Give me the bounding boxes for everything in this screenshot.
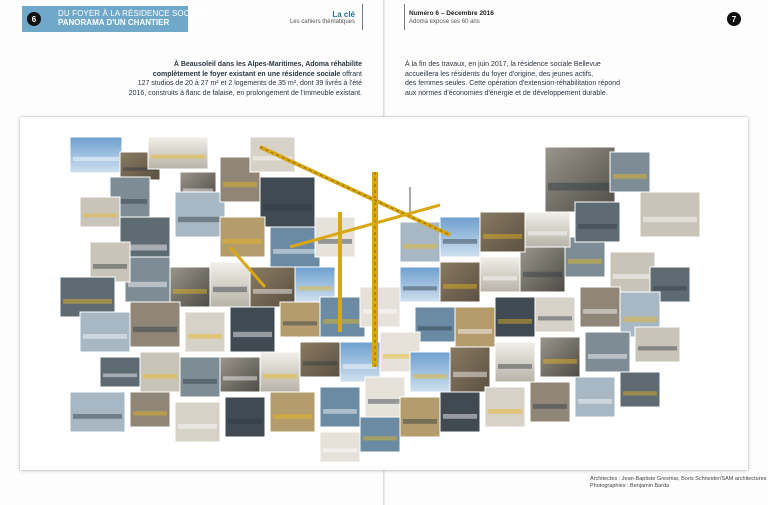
collage-photo-detail — [653, 286, 687, 290]
collage-photo-detail — [318, 239, 352, 244]
collage-photo-detail — [543, 359, 577, 364]
section-title: La clé — [332, 10, 355, 19]
collage-photo-tile — [170, 267, 210, 307]
photo-credits — [590, 476, 766, 490]
collage-photo-tile — [520, 247, 565, 292]
collage-photo-detail — [578, 224, 617, 229]
collage-photo-tile — [575, 202, 620, 242]
collage-photo-tile — [300, 342, 340, 377]
collage-photo-detail — [133, 327, 177, 332]
collage-photo-tile — [495, 342, 535, 382]
collage-photo-tile — [440, 262, 480, 302]
collage-photo-tile — [260, 352, 300, 392]
header-divider-right — [404, 4, 405, 30]
collage-photo-tile — [360, 417, 400, 452]
collage-photo-detail — [623, 317, 657, 322]
collage-photo-tile — [525, 212, 570, 247]
issue-number: Numéro 6 – Décembre 2016 — [409, 10, 494, 17]
collage-photo-detail — [588, 354, 627, 359]
collage-photo-detail — [453, 372, 487, 377]
collage-photo-detail — [83, 334, 127, 339]
collage-photo-tile — [70, 137, 122, 173]
photo-collage — [20, 117, 748, 470]
collage-photo-tile — [585, 332, 630, 372]
collage-photo-tile — [495, 297, 535, 337]
collage-photo-tile — [140, 352, 180, 392]
collage-photo-detail — [458, 329, 492, 334]
collage-photo-detail — [151, 155, 205, 159]
collage-photo-tile — [180, 357, 220, 397]
intro-line-4: 2016, construits à flanc de falaise, en prolongement de l'immeuble existant. — [128, 89, 362, 97]
collage-photo-detail — [323, 449, 357, 453]
collage-photo-tile — [280, 302, 320, 337]
collage-photo-tile — [610, 252, 655, 292]
collage-photo-detail — [83, 214, 117, 218]
collage-photo-tile — [220, 357, 260, 392]
collage-photo-tile — [480, 212, 525, 252]
tag-line-2: PANORAMA D'UN CHANTIER — [58, 18, 170, 27]
collage-photo-tile — [535, 297, 575, 332]
collage-photo-tile — [148, 137, 208, 169]
collage-photo-tile — [220, 217, 265, 257]
collage-photo-detail — [638, 346, 677, 350]
collage-photo-detail — [523, 272, 562, 277]
section-subtitle: Les cahiers thématiques — [289, 19, 355, 25]
collage-photo-detail — [363, 309, 397, 314]
header-divider-left — [362, 4, 363, 30]
collage-photo-detail — [403, 286, 437, 290]
collage-photo-detail — [223, 376, 257, 380]
collage-photo-detail — [443, 284, 477, 289]
collage-photo-detail — [363, 436, 397, 440]
intro-paragraph-left — [112, 60, 362, 98]
collage-photo-tile — [320, 387, 360, 427]
tag-line-1: DU FOYER À LA RÉSIDENCE SOCIALE — [58, 9, 208, 18]
collage-photo-tile — [620, 372, 660, 407]
collage-photo-tile — [130, 302, 180, 347]
collage-photo-tile — [635, 327, 680, 362]
issue-subtitle: Adoma expose ses 60 ans — [409, 19, 480, 25]
collage-photo-detail — [183, 379, 217, 384]
collage-photo-tile — [410, 352, 450, 392]
collage-photo-detail — [263, 205, 312, 211]
collage-photo-detail — [613, 274, 652, 279]
collage-photo-detail — [298, 286, 332, 290]
collage-photo-detail — [223, 239, 262, 244]
collage-photo-detail — [253, 289, 292, 294]
collage-photo-tile — [60, 277, 115, 317]
collage-photo-detail — [323, 409, 357, 414]
collage-photo-detail — [578, 399, 612, 404]
collage-photo-tile — [360, 287, 400, 327]
intro-line-3: 127 studios de 20 à 27 m² et 2 logements de 35 m², dont 39 livrés à l'été — [137, 80, 362, 87]
collage-photo-tile — [260, 177, 315, 227]
page-number-left: 6 — [27, 12, 41, 26]
collage-photo-detail — [283, 321, 317, 325]
collage-photo-detail — [93, 264, 127, 269]
collage-photo-tile — [485, 387, 525, 427]
collage-photo-detail — [273, 414, 312, 419]
collage-photo-detail — [483, 234, 522, 239]
collage-photo-detail — [343, 364, 377, 369]
collage-photo-detail — [133, 411, 167, 415]
collage-photo-detail — [273, 249, 317, 254]
collage-photo-detail — [623, 391, 657, 395]
intro-paragraph-right — [405, 60, 645, 98]
credits-photographs: Photographies : Benjamin Barda — [590, 483, 670, 489]
collage-photo-tile — [455, 307, 495, 347]
collage-photo-tile — [400, 267, 440, 302]
collage-photo-detail — [498, 364, 532, 369]
collage-photo-tile — [210, 262, 250, 307]
collage-photo-detail — [443, 239, 477, 244]
collage-photo-detail — [368, 399, 402, 404]
collage-photo-detail — [583, 309, 617, 314]
collage-photo-detail — [128, 282, 167, 287]
collage-photo-tile — [80, 312, 130, 352]
collage-photo-detail — [533, 404, 567, 409]
collage-photo-tile — [565, 237, 605, 277]
collage-photo-detail — [103, 374, 137, 378]
collage-photo-tile — [320, 432, 360, 462]
collage-photo-tile — [480, 257, 520, 292]
collage-photo-tile — [530, 382, 570, 422]
collage-photo-detail — [643, 217, 697, 222]
collage-photo-detail — [488, 409, 522, 414]
collage-photo-detail — [188, 334, 222, 339]
intro-bold-line-2: complètement le foyer existant en une résidence sociale — [152, 70, 341, 78]
collage-photo-tile — [400, 397, 440, 437]
collage-photo-detail — [63, 299, 112, 304]
collage-photo-tile — [90, 242, 130, 282]
intro-right-line-3: des femmes seules. Cette opération d'extension-réhabilitation répond — [405, 80, 620, 87]
collage-photo-tile — [365, 377, 405, 417]
collage-photo-detail — [73, 157, 119, 161]
collage-photo-tile — [130, 392, 170, 427]
collage-photo-detail — [483, 276, 517, 280]
collage-photo-detail — [178, 217, 222, 222]
collage-photo-detail — [173, 289, 207, 294]
collage-photo-tile — [175, 192, 225, 237]
collage-photo-detail — [613, 174, 647, 179]
collage-photo-tile — [270, 392, 315, 432]
collage-photo-tile — [580, 287, 620, 327]
collage-tiles — [60, 137, 700, 462]
collage-photo-detail — [228, 419, 262, 424]
collage-photo-tile — [640, 192, 700, 237]
collage-photo-detail — [263, 374, 297, 379]
collage-photo-tile — [610, 152, 650, 192]
collage-photo-tile — [100, 357, 140, 387]
collage-photo-tile — [440, 217, 480, 257]
collage-photo-tile — [185, 312, 225, 352]
collage-photo-detail — [413, 374, 447, 379]
collage-photo-detail — [323, 319, 362, 324]
collage-photo-tile — [80, 197, 120, 227]
collage-photo-detail — [73, 414, 122, 419]
intro-right-line-1: À la fin des travaux, en juin 2017, la résidence sociale Bellevue — [405, 61, 601, 68]
collage-photo-detail — [403, 244, 437, 249]
collage-photo-tile — [125, 257, 170, 302]
collage-photo-detail — [403, 419, 437, 424]
collage-photo-detail — [568, 259, 602, 264]
collage-photo-detail — [418, 326, 452, 330]
collage-photo-detail — [303, 361, 337, 365]
collage-photo-tile — [250, 267, 295, 307]
collage-photo-detail — [498, 319, 532, 324]
collage-photo-tile — [440, 392, 480, 432]
collage-image — [20, 117, 748, 470]
collage-photo-tile — [225, 397, 265, 437]
intro-right-line-2: accueillera les résidents du foyer d'origine, des jeunes actifs, — [405, 70, 594, 78]
collage-photo-tile — [540, 337, 580, 377]
collage-photo-tile — [575, 377, 615, 417]
collage-photo-detail — [528, 231, 567, 235]
page-number-right: 7 — [727, 12, 741, 26]
collage-photo-tile — [320, 297, 365, 337]
collage-photo-tile — [175, 402, 220, 442]
collage-photo-detail — [213, 287, 247, 292]
collage-photo-tile — [230, 307, 275, 352]
collage-photo-detail — [178, 424, 217, 429]
collage-photo-detail — [233, 332, 272, 337]
credits-architects: Architectes : Jean-Baptiste Gresmar, Boris Schneider/SAM architectures — [590, 476, 767, 482]
collage-photo-detail — [548, 183, 612, 191]
collage-photo-detail — [443, 414, 477, 419]
collage-photo-detail — [538, 316, 572, 320]
intro-line-2-rest: offrant — [340, 70, 362, 78]
intro-right-line-4: aux normes d'économies d'énergie et de développement durable. — [405, 89, 608, 97]
intro-bold-line-1: À Beausoleil dans les Alpes-Maritimes, Adoma réhabilite — [173, 61, 362, 68]
collage-photo-detail — [223, 182, 257, 187]
collage-photo-tile — [70, 392, 125, 432]
collage-photo-detail — [143, 374, 177, 379]
collage-photo-tile — [450, 347, 490, 392]
collage-photo-tile — [415, 307, 455, 342]
